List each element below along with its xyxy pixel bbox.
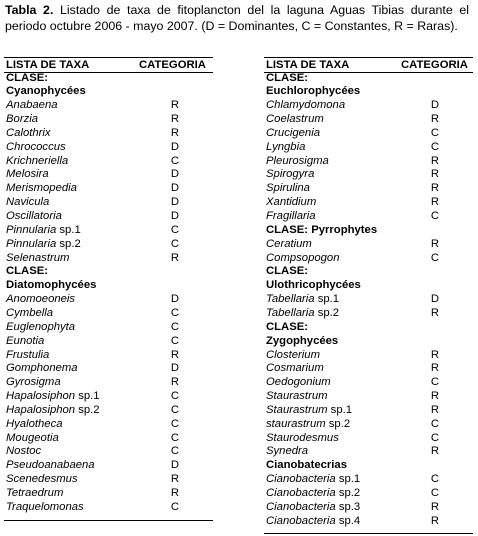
taxon-name: [266, 238, 312, 250]
taxon-genus: Pinnularia: [6, 223, 57, 236]
taxon-name: [6, 321, 75, 333]
taxon-genus: Anomoeoneis: [6, 293, 76, 306]
taxon-genus: Staurastrum: [266, 390, 328, 403]
table-row: [264, 141, 473, 155]
table-row: [264, 515, 473, 529]
class-name: CLASE:: [6, 265, 49, 278]
table-row: [4, 376, 213, 390]
taxon-genus: Staurodesmus: [266, 431, 339, 444]
class-name: CLASE:: [6, 71, 49, 84]
table-row: [264, 501, 473, 515]
table-row: [264, 349, 473, 363]
table-row: [4, 196, 213, 210]
category-value: D: [430, 99, 440, 112]
taxon-species-suffix: sp.2: [75, 403, 100, 416]
category-value: R: [170, 473, 180, 486]
table-row: [264, 445, 473, 459]
table-row: [264, 238, 473, 252]
category-value: C: [170, 306, 180, 319]
taxon-genus: Chlamydomona: [266, 99, 346, 112]
taxon-name: [266, 168, 314, 180]
table-row: [4, 487, 213, 501]
category-value: R: [430, 306, 440, 319]
taxon-name: [6, 362, 78, 374]
category-value: R: [430, 390, 440, 403]
table-row: [264, 99, 473, 113]
taxon-species-suffix: sp.1: [75, 390, 100, 403]
taxon-species-suffix: sp.2: [56, 237, 81, 250]
taxon-genus: Pseudoanabaena: [6, 459, 95, 472]
taxon-genus: Crucigenia: [266, 126, 321, 139]
taxon-species-suffix: sp.2: [314, 306, 340, 319]
category-value: C: [170, 390, 180, 403]
class-name-row: [4, 85, 213, 99]
category-value: D: [170, 182, 180, 195]
taxon-name: [6, 376, 61, 388]
table-row: [264, 196, 473, 210]
taxon-genus: Closterium: [266, 348, 320, 361]
category-value: C: [430, 140, 440, 153]
class-name-row: [4, 279, 213, 293]
taxon-species-suffix: sp.1: [335, 473, 361, 486]
taxon-genus: Xantidium: [266, 196, 317, 209]
table-row: [4, 238, 213, 252]
class-name: Ulothricophycées: [266, 279, 361, 292]
taxon-name: [266, 99, 345, 111]
taxon-genus: Anabaena: [6, 99, 58, 112]
category-value: C: [170, 223, 180, 236]
table-row: [4, 362, 213, 376]
taxon-name: [266, 445, 308, 457]
taxon-name: [6, 459, 95, 471]
table-row: [264, 473, 473, 487]
taxon-genus: Spirogyra: [266, 168, 315, 181]
class-name-row: [264, 224, 473, 238]
taxon-genus: Cymbella: [6, 306, 54, 319]
taxa-table-right: [264, 57, 473, 534]
category-value: R: [170, 251, 180, 264]
category-value: D: [170, 168, 180, 181]
taxon-name: [6, 390, 100, 402]
taxon-name: [6, 168, 49, 180]
caption-text: Listado de taxa de fitoplancton del la laguna Aguas Tibias durante el periodo octubre 2006 - mayo 2007. (D = Dominantes, C = Constantes, R = Raras).: [5, 3, 470, 33]
class-name: CLASE:: [266, 71, 309, 84]
table-row: [264, 376, 473, 390]
category-value: C: [170, 403, 180, 416]
taxon-name: [266, 349, 320, 361]
taxon-name: [266, 404, 352, 416]
taxon-name: [266, 182, 310, 194]
category-value: C: [170, 500, 180, 513]
taxon-name: [6, 307, 53, 319]
class-name-row: [264, 85, 473, 99]
category-value: R: [430, 362, 440, 375]
class-name: Euchlorophycées: [266, 85, 361, 98]
taxon-name: [266, 210, 316, 222]
taxon-genus: Krichneriella: [6, 154, 69, 167]
category-value: R: [170, 126, 180, 139]
taxon-genus: Oedogonium: [266, 376, 331, 389]
table-row: [4, 252, 213, 266]
class-name: Diatomophycées: [6, 279, 97, 292]
category-value: R: [430, 403, 440, 416]
table-row: [4, 501, 213, 515]
taxon-genus: Oscillatoria: [6, 210, 62, 222]
category-value: R: [430, 168, 440, 181]
category-value: C: [170, 417, 180, 430]
table-row: [4, 473, 213, 487]
taxon-genus: Cosmarium: [266, 362, 324, 375]
class-name: Cyanophycées: [6, 85, 86, 98]
class-label-row: [4, 72, 213, 86]
category-value: C: [430, 376, 440, 389]
category-value: R: [430, 445, 440, 458]
category-value: C: [430, 126, 440, 139]
table-row: [264, 293, 473, 307]
taxon-name: [266, 127, 320, 139]
class-name-row: [264, 279, 473, 293]
taxon-name: [6, 113, 38, 125]
table-row: [4, 224, 213, 238]
table-bottom-rule: [4, 520, 213, 521]
category-value: R: [430, 237, 440, 250]
taxon-genus: Gyrosigma: [6, 376, 61, 389]
taxon-genus: Merismopedia: [6, 182, 77, 195]
table-row: [4, 155, 213, 169]
table-row: [264, 487, 473, 501]
taxon-genus: Ceratium: [266, 237, 312, 250]
taxon-name: [266, 418, 350, 430]
category-value: R: [430, 348, 440, 361]
table-caption: [5, 3, 469, 34]
class-label-row: [264, 321, 473, 335]
taxon-genus: Staurastrum: [266, 403, 328, 416]
table-top-rule: [264, 57, 473, 58]
category-value: R: [430, 113, 440, 126]
taxon-genus: Hapalosiphon: [6, 403, 76, 416]
taxon-species-suffix: sp.3: [335, 500, 361, 513]
taxon-name: [6, 335, 44, 347]
taxon-name: [266, 515, 360, 527]
table-row: [4, 127, 213, 141]
category-value: C: [170, 334, 180, 347]
taxon-genus: Gomphonema: [6, 362, 78, 375]
taxon-name: [6, 210, 62, 222]
header-category: CATEGORIA: [401, 59, 468, 71]
category-value: R: [430, 514, 440, 527]
taxon-genus: Coelastrum: [266, 113, 324, 126]
taxon-genus: Eunotia: [6, 334, 45, 347]
taxon-genus: Cianobacteria: [266, 500, 336, 513]
table-row: [4, 404, 213, 418]
table-row: [264, 307, 473, 321]
class-label-row: [264, 72, 473, 86]
taxon-genus: Navicula: [6, 196, 50, 209]
category-value: C: [430, 473, 440, 486]
taxon-genus: Borzia: [6, 113, 39, 126]
table-row: [264, 404, 473, 418]
table-row: [4, 168, 213, 182]
taxon-name: [266, 293, 339, 305]
taxon-name: [266, 252, 339, 264]
taxon-genus: Cianobacteria: [266, 487, 336, 499]
table-row: [4, 459, 213, 473]
taxon-genus: Fragillaria: [266, 210, 316, 222]
category-value: R: [430, 154, 440, 167]
table-row: [4, 335, 213, 349]
header-taxa: LISTA DE TAXA: [266, 59, 350, 71]
table-row: [264, 418, 473, 432]
category-value: C: [430, 487, 440, 499]
table-row: [264, 155, 473, 169]
taxon-name: [6, 224, 81, 236]
taxon-name: [6, 445, 41, 457]
taxon-genus: Pinnularia: [6, 237, 57, 250]
taxon-species-suffix: sp.4: [335, 514, 361, 527]
category-value: C: [170, 431, 180, 444]
taxon-genus: Tetraedrum: [6, 487, 64, 499]
table-row: [4, 432, 213, 446]
taxon-genus: Calothrix: [6, 126, 51, 139]
category-value: R: [170, 99, 180, 112]
category-value: R: [170, 487, 180, 499]
category-value: C: [170, 154, 180, 167]
taxon-name: [266, 113, 324, 125]
class-name: CLASE: Pyrrophytes: [266, 223, 378, 236]
taxon-genus: Hapalosiphon: [6, 390, 76, 403]
taxon-genus: Pleurosigma: [266, 154, 329, 167]
category-value: R: [430, 196, 440, 209]
taxon-name: [266, 196, 316, 208]
table-row: [4, 182, 213, 196]
taxon-genus: Nostoc: [6, 445, 42, 458]
category-value: R: [170, 348, 180, 361]
table-row: [264, 390, 473, 404]
taxon-name: [266, 362, 324, 374]
table-row: [4, 445, 213, 459]
taxon-genus: Scenedesmus: [6, 473, 78, 486]
table-row: [4, 141, 213, 155]
taxon-species-suffix: sp.1: [314, 293, 340, 306]
class-name: CLASE:: [266, 265, 309, 278]
category-value: R: [430, 500, 440, 513]
taxon-name: [266, 307, 339, 319]
taxon-name: [6, 418, 63, 430]
table-row: [264, 113, 473, 127]
table-row: [264, 182, 473, 196]
taxon-genus: Frustulia: [6, 348, 50, 361]
table-row: [4, 113, 213, 127]
table-row: [4, 349, 213, 363]
table-row: [264, 432, 473, 446]
taxon-genus: staurastrum: [266, 417, 326, 430]
class-label-row: [4, 265, 213, 279]
taxon-genus: Compsopogon: [266, 251, 340, 264]
table-row: [4, 418, 213, 432]
taxon-genus: Euglenophyta: [6, 320, 76, 333]
taxon-species-suffix: sp.2: [335, 487, 361, 499]
taxon-name: [6, 99, 58, 111]
category-value: C: [170, 237, 180, 250]
class-name: CLASE:: [266, 320, 309, 333]
taxon-name: [266, 376, 331, 388]
table-row: [4, 99, 213, 113]
table-row: [264, 252, 473, 266]
category-value: D: [170, 293, 180, 306]
category-value: R: [170, 376, 180, 389]
category-value: C: [430, 431, 440, 444]
taxon-genus: Traquelomonas: [6, 500, 84, 513]
table-row: [4, 307, 213, 321]
taxon-genus: Selenastrum: [6, 251, 70, 264]
taxon-name: [266, 501, 360, 513]
category-value: D: [170, 459, 180, 472]
taxon-name: [6, 182, 77, 194]
table-row: [4, 210, 213, 224]
category-value: D: [170, 362, 180, 375]
taxon-genus: Lyngbia: [266, 140, 306, 153]
taxon-name: [266, 141, 305, 153]
taxon-name: [266, 473, 360, 485]
taxon-name: [266, 432, 339, 444]
taxon-genus: Synedra: [266, 445, 309, 458]
taxon-species-suffix: sp.2: [325, 417, 351, 430]
taxon-genus: Tabellaria: [266, 293, 315, 306]
table-row: [4, 390, 213, 404]
category-value: D: [170, 196, 180, 209]
table-row: [264, 127, 473, 141]
taxon-genus: Cianobacteria: [266, 473, 336, 486]
taxon-genus: Hyalotheca: [6, 417, 63, 430]
taxon-name: [6, 155, 68, 167]
taxon-name: [6, 349, 49, 361]
table-top-rule: [4, 57, 213, 58]
class-name: Zygophycées: [266, 334, 339, 347]
taxon-genus: Chrococcus: [6, 140, 66, 153]
table-row: [264, 362, 473, 376]
table-row: [264, 168, 473, 182]
taxon-genus: Melosira: [6, 168, 49, 181]
taxon-name: [6, 196, 49, 208]
taxon-name: [6, 501, 84, 513]
taxon-genus: Cianobacteria: [266, 514, 336, 527]
table-row: [4, 321, 213, 335]
category-value: C: [170, 445, 180, 458]
taxon-species-suffix: sp.1: [56, 223, 81, 236]
taxon-name: [6, 473, 78, 485]
taxon-name: [6, 487, 63, 499]
taxon-name: [6, 127, 51, 139]
category-value: D: [430, 293, 440, 306]
taxon-name: [6, 293, 75, 305]
category-value: R: [170, 113, 180, 126]
class-name-row: [264, 459, 473, 473]
taxon-genus: Tabellaria: [266, 306, 315, 319]
class-name-row: [264, 335, 473, 349]
category-value: D: [170, 140, 180, 153]
taxon-name: [6, 238, 81, 250]
taxon-genus: Spirulina: [266, 182, 310, 195]
class-label-row: [264, 265, 473, 279]
taxon-name: [266, 487, 360, 499]
header-category: CATEGORIA: [139, 59, 206, 71]
taxon-genus: Mougeotia: [6, 431, 59, 444]
category-value: C: [430, 417, 440, 430]
taxon-species-suffix: sp.1: [327, 403, 353, 416]
category-value: R: [430, 182, 440, 195]
category-value: C: [430, 251, 440, 264]
caption-label: Tabla 2.: [5, 3, 54, 17]
taxon-name: [6, 141, 66, 153]
category-value: C: [430, 210, 440, 222]
header-taxa: LISTA DE TAXA: [6, 59, 90, 71]
table-row: [264, 210, 473, 224]
table-bottom-rule: [264, 533, 473, 534]
class-name: Cianobatecrias: [266, 459, 347, 472]
taxon-name: [266, 390, 328, 402]
taxon-name: [6, 404, 100, 416]
taxa-table-left: [4, 57, 213, 521]
category-value: C: [170, 320, 180, 333]
taxon-name: [6, 432, 59, 444]
table-row: [4, 293, 213, 307]
category-value: D: [170, 210, 180, 222]
taxon-name: [266, 155, 329, 167]
taxon-name: [6, 252, 69, 264]
